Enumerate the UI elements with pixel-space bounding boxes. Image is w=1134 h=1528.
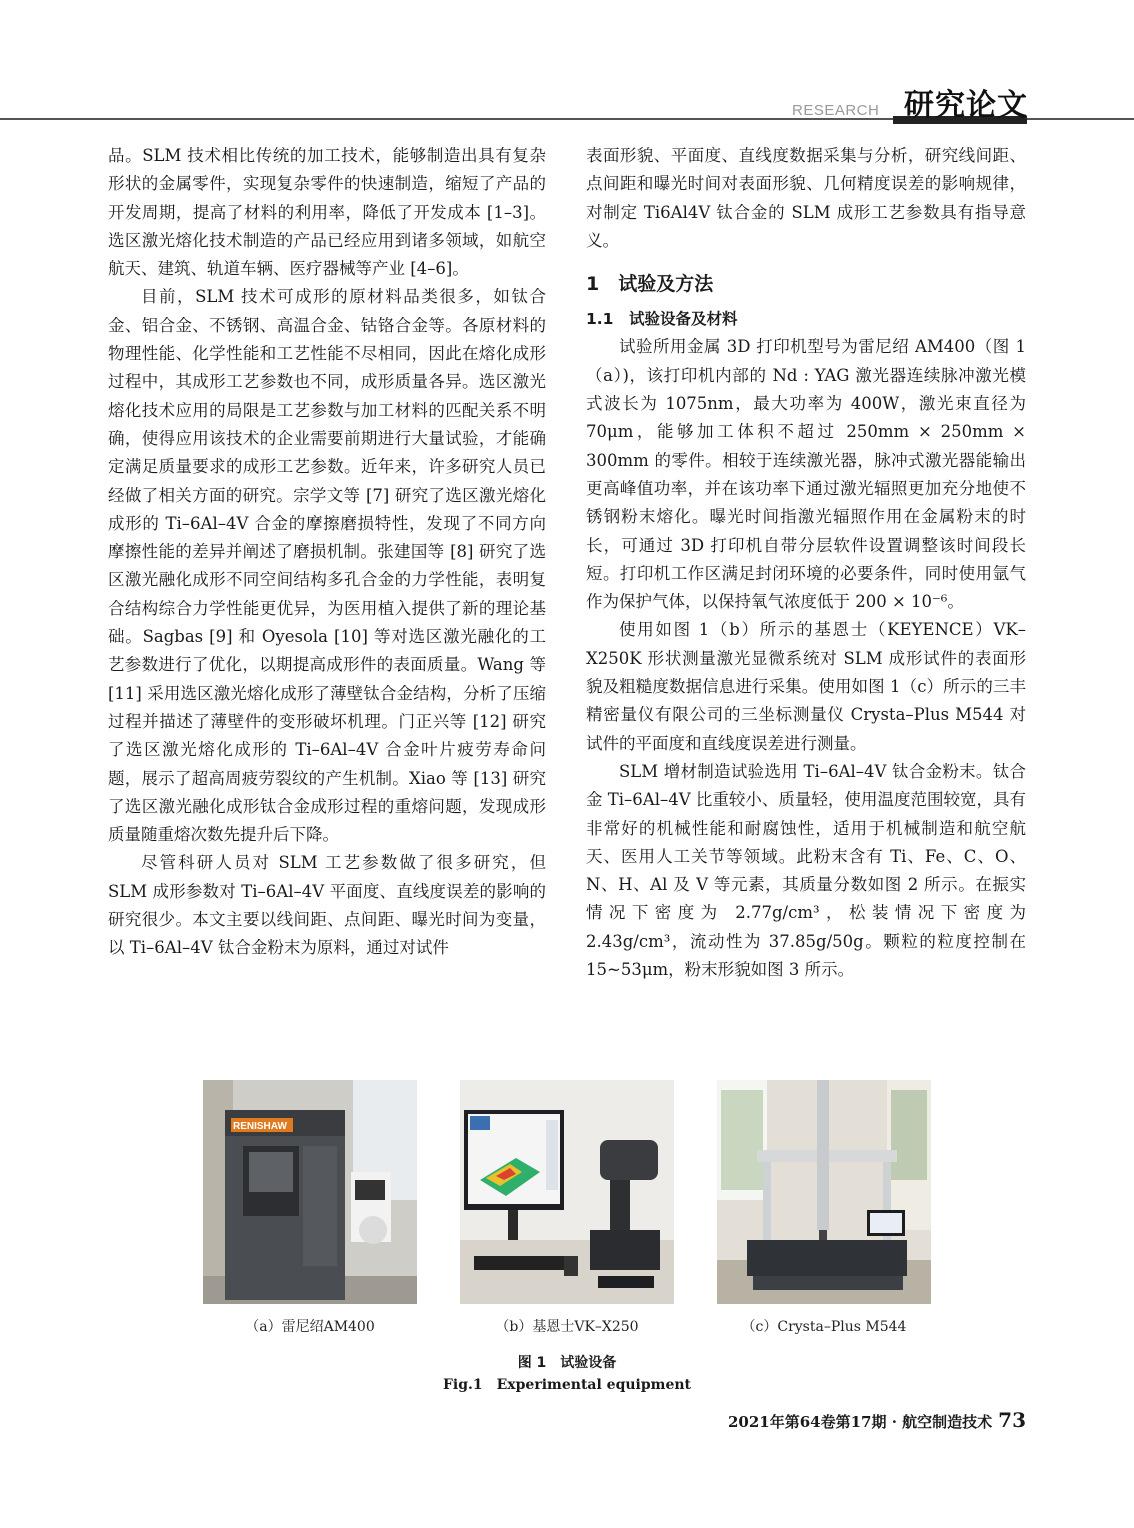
figure-photo-vk-x250	[460, 1080, 674, 1304]
paragraph: 品。SLM 技术相比传统的加工技术，能够制造出具有复杂形状的金属零件，实现复杂零件的快速制造，缩短了产品的开发周期，提高了材料的利用率，降低了开发成本 [1–3]。选区激光熔化技术制造的产品已经应用到诸多领域，如航空航天、建筑、轨道车辆、医疗器械等产业 [4–6]。	[108, 146, 546, 279]
subsection-heading: 1.1 试验设备及材料	[586, 310, 738, 329]
figure-title-en: Fig.1 Experimental equipment	[442, 1377, 692, 1393]
section-label-en: RESEARCH	[792, 102, 880, 119]
figure-photo-crysta-plus	[717, 1080, 931, 1304]
paragraph: 使用如图 1（b）所示的基恩士（KEYENCE）VK–X250K 形状测量激光显微系统对 SLM 成形试件的表面形貌及粗糙度数据信息进行采集。使用如图 1（c）所示的三丰精密量仪有限公司的三坐标测量仪 Crysta–Plus M544 对试件的平面度和直线度误差进行测量。	[586, 620, 1026, 753]
paragraph: 试验所用金属 3D 打印机型号为雷尼绍 AM400（图 1（a）)，该打印机内部的 Nd : YAG 激光器连续脉冲激光模式波长为 1075nm，最大功率为 400W，激光束直径为 70μm，能够加工体积不超过 250mm × 250mm × 300mm 的零件。相较于连续激光器，脉冲式激光器能输出更高峰值功率，并在该功率下通过激光辐照更加充分地使不锈钢粉末熔化。曝光时间指激光辐照作用在金属粉末的时长，可通过 3D 打印机自带分层软件设置调整该时间段长短。打印机工作区满足封闭环境的必要条件，同时使用氩气作为保护气体，以保持氧气浓度低于 200 × 10⁻⁶。	[586, 337, 1026, 612]
section-label-cn: 研究论文	[904, 88, 1028, 123]
microscope-illustration	[460, 1080, 674, 1304]
figure-caption-c: （c）Crysta–Plus M544	[741, 1319, 907, 1335]
left-text-column	[108, 142, 546, 963]
figure-caption-b: （b）基恩士VK–X250	[495, 1319, 639, 1335]
cmm-illustration	[717, 1080, 931, 1304]
page-number: 73	[998, 1408, 1026, 1432]
paragraph: 目前，SLM 技术可成形的原材料品类很多，如钛合金、铝合金、不锈钢、高温合金、钴铬合金等。各原材料的物理性能、化学性能和工艺性能不尽相同，因此在熔化成形过程中，其成形工艺参数也不同，成形质量各异。选区激光熔化技术应用的局限是工艺参数与加工材料的匹配关系不明确，使得应用该技术的企业需要前期进行大量试验，才能确定满足质量要求的成形工艺参数。近年来，许多研究人员已经做了相关方面的研究。宗学文等 [7] 研究了选区激光熔化成形的 Ti–6Al–4V 合金的摩擦磨损特性，发现了不同方向摩擦性能的差异并阐述了磨损机制。张建国等 [8] 研究了选区激光融化成形不同空间结构多孔合金的力学性能，表明复合结构综合力学性能更优异，为医用植入提供了新的理论基础。Sagbas [9] 和 Oyesola [10] 等对选区激光融化的工艺参数进行了优化，以期提高成形件的表面质量。Wang 等 [11] 采用选区激光熔化成形了薄壁钛合金结构，分析了压缩过程并描述了薄壁件的变形破坏机理。门正兴等 [12] 研究了选区激光熔化成形的 Ti–6Al–4V 合金叶片疲劳寿命问题，展示了超高周疲劳裂纹的产生机制。Xiao 等 [13] 研究了选区激光融化成形钛合金成形过程的重熔问题，发现成形质量随重熔次数先提升后下降。	[108, 287, 546, 845]
renishaw-logo: RENISHAW	[233, 1121, 287, 1132]
figure-photo-am400	[203, 1080, 417, 1304]
page-footer	[728, 1408, 1026, 1432]
section-heading: 1 试验及方法	[586, 273, 714, 296]
right-text-column	[586, 142, 1026, 984]
figure-title-cn: 图 1 试验设备	[517, 1355, 617, 1371]
paragraph: 表面形貌、平面度、直线度数据采集与分析，研究线间距、点间距和曝光时间对表面形貌、几何精度误差的影响规律，对制定 Ti6Al4V 钛合金的 SLM 成形工艺参数具有指导意义。	[586, 146, 1026, 250]
paragraph: 尽管科研人员对 SLM 工艺参数做了很多研究，但 SLM 成形参数对 Ti–6Al–4V 平面度、直线度误差的影响的研究很少。本文主要以线间距、点间距、曝光时间为变量，以 Ti–6Al–4V 钛合金粉末为原料，通过对试件	[108, 853, 546, 958]
paragraph: SLM 增材制造试验选用 Ti–6Al–4V 钛合金粉末。钛合金 Ti–6Al–4V 比重较小、质量轻，使用温度范围较宽，具有非常好的机械性能和耐腐蚀性，适用于机械制造和航空航天、医用人工关节等领域。此粉末含有 Ti、Fe、C、O、N、H、Al 及 V 等元素，其质量分数如图 2 所示。在振实情况下密度为 2.77g/cm³，松装情况下密度为 2.43g/cm³，流动性为 37.85g/50g。颗粒的粒度控制在 15~53μm，粉末形貌如图 3 所示。	[586, 761, 1026, 980]
journal-issue: 2021年第64卷第17期 · 航空制造技术	[727, 1413, 993, 1431]
figure-caption-a: （a）雷尼绍AM400	[245, 1319, 375, 1335]
printer-illustration	[203, 1080, 417, 1304]
